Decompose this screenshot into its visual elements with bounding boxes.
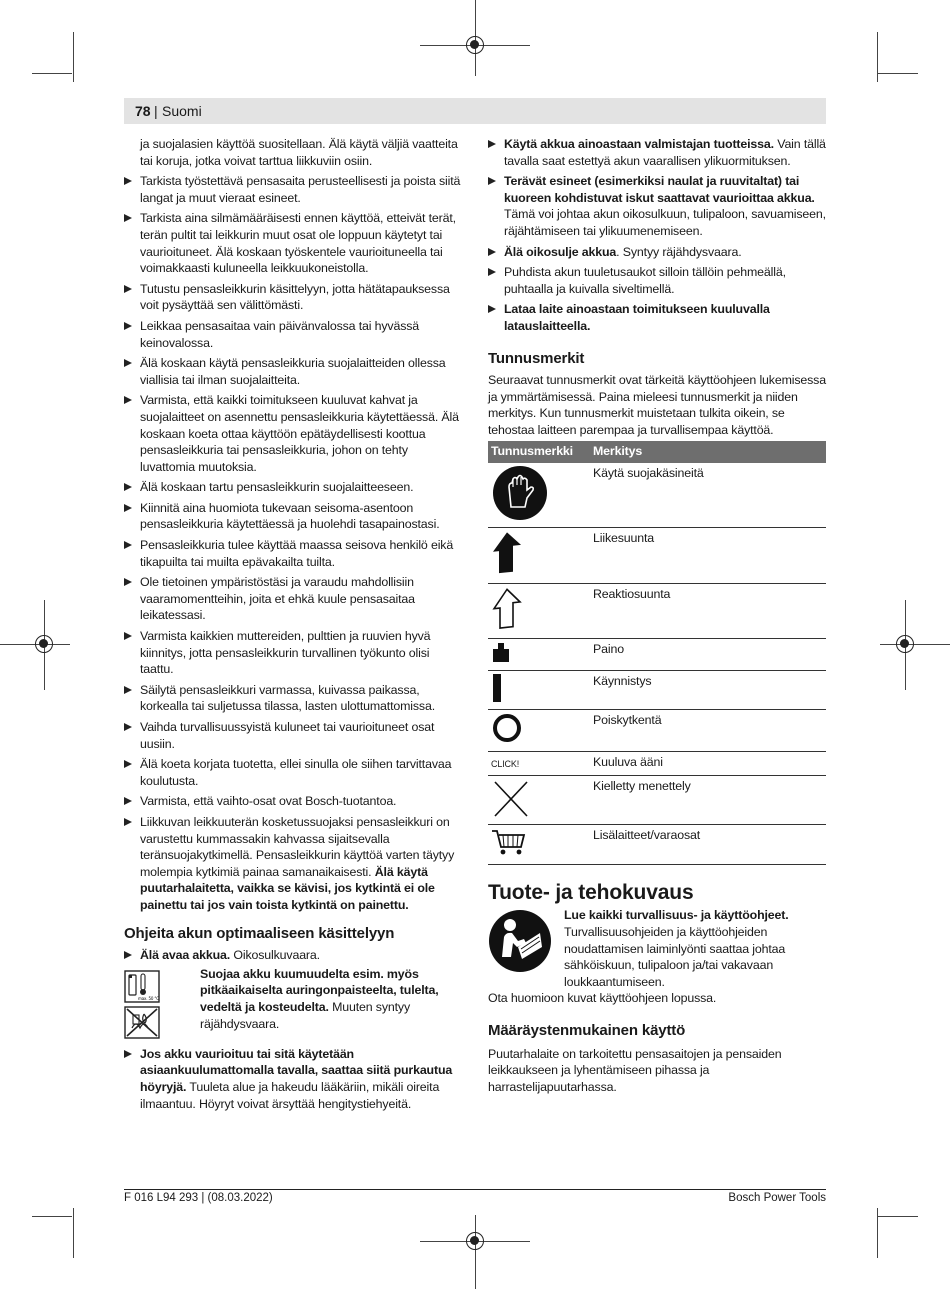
table-row bbox=[488, 583, 826, 639]
intended-use-heading: Määräystenmukainen käyttö bbox=[488, 1022, 686, 1039]
bullet-triangle-icon bbox=[124, 760, 132, 768]
table-row bbox=[488, 670, 826, 710]
bullet-triangle-icon bbox=[124, 578, 132, 586]
list-item bbox=[124, 318, 462, 351]
list-item bbox=[124, 1046, 462, 1112]
table-cell-meaning: Kuuluva ääni bbox=[590, 752, 826, 776]
weight-icon bbox=[491, 641, 511, 663]
list-item bbox=[124, 355, 462, 388]
table-cell-symbol bbox=[488, 463, 590, 528]
bullet-triangle-icon bbox=[488, 268, 496, 276]
product-block bbox=[488, 907, 826, 990]
list-item bbox=[124, 947, 462, 964]
table-row bbox=[488, 752, 826, 776]
bullet-triangle-icon bbox=[124, 541, 132, 549]
registration-line bbox=[475, 1215, 476, 1289]
footer-brand: Bosch Power Tools bbox=[728, 1192, 826, 1204]
movement-direction-arrow-icon bbox=[491, 530, 523, 576]
crop-mark bbox=[877, 32, 878, 82]
icon-block-normal: Muuten syntyy räjähdysvaara. bbox=[200, 999, 411, 1031]
battery-heading: Ohjeita akun optimaaliseen käsittelyyn bbox=[124, 924, 395, 942]
right-column bbox=[488, 136, 826, 1099]
bullet-bold-text: Terävät esineet (esimerkiksi naulat ja ruuvitaltat) tai kuoreen kohdistuvat iskut saattavat vaurioittaa akkua. bbox=[504, 174, 815, 205]
list-item bbox=[124, 281, 462, 314]
table-row bbox=[488, 825, 826, 865]
registration-mark-icon bbox=[466, 36, 484, 54]
table-cell-symbol bbox=[488, 528, 590, 584]
bullet-triangle-icon bbox=[124, 504, 132, 512]
list-item bbox=[488, 264, 826, 297]
intro-paragraph: ja suojalasien käyttöä suositellaan. Älä käytä väljiä vaatteita tai koruja, jotka voivat tarttua liikkuviin osiin. bbox=[140, 137, 458, 168]
bullet-triangle-icon bbox=[488, 305, 496, 313]
product-heading: Tuote- ja tehokuvaus bbox=[488, 880, 694, 904]
section-name: Suomi bbox=[162, 103, 202, 119]
page-header bbox=[124, 98, 826, 124]
page-number: 78 bbox=[135, 103, 151, 119]
bullet-triangle-icon bbox=[124, 214, 132, 222]
bullet-triangle-icon bbox=[124, 797, 132, 805]
list-item bbox=[124, 574, 462, 624]
bullet-bold-text: Älä oikosulje akkua bbox=[504, 244, 617, 259]
bullet-bold-text: Älä käytä puutarhalaitetta, vaikka se kävisi, jos kytkintä ei ole painettu tai jos vain toista kytkintä on painettu. bbox=[140, 864, 435, 912]
bullet-text: Tarkista työstettävä pensasaita perusteellisesti ja poista siitä langat ja muut vieraat esineet. bbox=[140, 174, 461, 205]
battery-icon-block bbox=[124, 968, 462, 1040]
bullet-text: Säilytä pensasleikkuri varmassa, kuivassa paikassa, korkealla tai suljetussa tilassa, lasten ulottumattomissa. bbox=[140, 682, 436, 714]
bullet-text: Vain tällä tavalla saat estettyä akun vaarallisen ylikuormituksen. bbox=[504, 137, 826, 168]
click-sound-icon: CLICK! bbox=[488, 752, 590, 776]
bullet-text: Älä koeta korjata tuotetta, ellei sinulla ole siihen tarvittavaa koulutusta. bbox=[140, 757, 452, 788]
list-item bbox=[124, 814, 462, 914]
bullet-text: Puhdista akun tuuletusaukot silloin tällöin pehmeällä, puhtaalla ja kuivalla siveltimellä. bbox=[504, 265, 786, 296]
table-cell-symbol bbox=[488, 825, 590, 865]
table-header-row bbox=[488, 441, 826, 463]
prohibited-cross-icon bbox=[491, 778, 531, 818]
table-cell-meaning: Reaktiosuunta bbox=[590, 583, 826, 639]
icon-block-bold: Suojaa akku kuumuudelta esim. myös pitkäaikaiselta auringonpaisteelta, tulelta, vedeltä ja kosteudelta. bbox=[200, 966, 439, 1014]
table-cell-symbol bbox=[488, 639, 590, 671]
power-off-icon bbox=[491, 712, 525, 744]
list-item bbox=[124, 500, 462, 533]
reaction-direction-arrow-icon bbox=[491, 586, 523, 632]
bullet-text: Tuuleta alue ja hakeudu lääkäriin, mikäli oireita ilmaantuu. Höyryt voivat ärsyttää hengitystiehyeitä. bbox=[140, 1079, 440, 1111]
list-item bbox=[124, 479, 462, 496]
shopping-cart-icon bbox=[491, 827, 527, 857]
bullet-text: Leikkaa pensasaitaa vain päivänvalossa tai hyvässä keinovalossa. bbox=[140, 318, 420, 350]
symbols-heading: Tunnusmerkit bbox=[488, 349, 585, 367]
list-item bbox=[488, 301, 826, 334]
symbols-table bbox=[488, 441, 826, 865]
icon-temperature-text: max. 50 °C bbox=[138, 995, 159, 1001]
table-cell-symbol bbox=[488, 583, 590, 639]
table-header-symbol: Tunnusmerkki bbox=[488, 441, 590, 463]
table-row bbox=[488, 710, 826, 752]
intended-use-text: Puutarhalaite on tarkoitettu pensasaitojen ja pensaiden leikkaukseen ja lyhentämiseen pihassa ja harrastelijapuutarhassa. bbox=[488, 1046, 782, 1094]
bullet-triangle-icon bbox=[124, 818, 132, 826]
list-item bbox=[124, 173, 462, 206]
table-cell-meaning: Kielletty menettely bbox=[590, 775, 826, 825]
list-item bbox=[124, 537, 462, 570]
bullet-triangle-icon bbox=[124, 396, 132, 404]
bullet-text: Tutustu pensasleikkurin käsittelyyn, jotta hätätapauksessa voit pysäyttää sen välittömästi. bbox=[140, 281, 450, 313]
icon-block-text bbox=[200, 966, 462, 1032]
bullet-text: Pensasleikkuria tulee käyttää maassa seisova henkilö eikä tikapuilta tai muilta epävakailta tuilta. bbox=[140, 538, 454, 569]
bullet-text: Älä koskaan käytä pensasleikkuria suojalaitteiden ollessa viallisia tai ilman suojalaitteita. bbox=[140, 356, 446, 387]
bullet-triangle-icon bbox=[124, 632, 132, 640]
bullet-triangle-icon bbox=[488, 177, 496, 185]
bullet-text: . Syntyy räjähdysvaara. bbox=[616, 244, 742, 259]
bullet-triangle-icon bbox=[124, 177, 132, 185]
list-item bbox=[124, 793, 462, 810]
bullet-text: Ole tietoinen ympäristöstäsi ja varaudu mahdollisiin vaaramomentteihin, joita et ehkä kuule pensasaitaa leikatessasi. bbox=[140, 575, 415, 623]
product-note: Ota huomioon kuvat käyttöohjeen lopussa. bbox=[488, 991, 717, 1006]
product-normal: Turvallisuusohjeiden ja käyttöohjeiden noudattamisen laiminlyönti saattaa johtaa sähköiskuun, tulipaloon ja/tai vakavaan loukkaantumiseen. bbox=[564, 925, 786, 989]
list-item bbox=[124, 210, 462, 276]
power-on-icon bbox=[491, 673, 503, 703]
bullet-bold-text: Jos akku vaurioituu tai sitä käytetään asiaankuulumattomalla tavalla, saattaa siitä purkautua höyryjä. bbox=[140, 1046, 453, 1094]
bullet-text: Tarkista aina silmämääräisesti ennen käyttöä, etteivät terät, terän pultit tai leikkurin muut osat ole loppuun käytetyt tai vaurioituneet. Älä koskaan työskentele vaurioituneella tai voimakkaasti kuluneella leikkuukoneistolla. bbox=[140, 211, 456, 276]
safety-bullet-list bbox=[124, 173, 462, 810]
registration-line bbox=[880, 644, 950, 645]
crop-mark bbox=[73, 32, 74, 82]
table-row bbox=[488, 528, 826, 584]
bullet-triangle-icon bbox=[124, 951, 132, 959]
bullet-triangle-icon bbox=[124, 723, 132, 731]
crop-mark bbox=[878, 1216, 918, 1217]
bullet-text: Liikkuvan leikkuuterän kosketussuojaksi pensasleikkuri on varustettu kummassakin kahvassa sijaitsevalla teränsuojakytkimellä. Pensasleikkurin käyttöä varten täytyy molempia kytkimiä painaa samanaikaisesti. bbox=[140, 814, 455, 879]
symbols-intro: Seuraavat tunnusmerkit ovat tärkeitä käyttöohjeen lukemisessa ja ymmärtämisessä. Paina mieleesi tunnusmerkit ja niiden merkitys. Kun tunnusmerkit muistetaan tulkita oikein, se tehostaa laitteen parempaa ja turvallisempaa käyttöä. bbox=[488, 373, 826, 437]
left-column bbox=[124, 136, 462, 1116]
bullet-triangle-icon bbox=[124, 322, 132, 330]
crop-mark bbox=[32, 1216, 72, 1217]
gloves-icon bbox=[491, 465, 549, 521]
list-item bbox=[124, 719, 462, 752]
table-cell-symbol bbox=[488, 775, 590, 825]
table-cell-symbol bbox=[488, 670, 590, 710]
bullet-text: Tämä voi johtaa akun oikosulkuun, tulipaloon, savuamiseen, räjähtämiseen tai ylikuumenemiseen. bbox=[504, 207, 826, 238]
bullet-bold-text: Käytä akkua ainoastaan valmistajan tuotteissa. bbox=[504, 137, 774, 151]
bullet-triangle-icon bbox=[124, 686, 132, 694]
footer-rule bbox=[124, 1189, 826, 1190]
registration-mark-icon bbox=[896, 635, 914, 653]
list-item bbox=[124, 628, 462, 678]
crop-mark bbox=[878, 73, 918, 74]
list-item bbox=[488, 136, 826, 169]
table-cell-meaning: Poiskytkentä bbox=[590, 710, 826, 752]
list-item bbox=[488, 173, 826, 239]
bullet-triangle-icon bbox=[124, 359, 132, 367]
footer-doc-id: F 016 L94 293 | (08.03.2022) bbox=[124, 1192, 273, 1204]
registration-mark-icon bbox=[35, 635, 53, 653]
table-cell-meaning: Käytä suojakäsineitä bbox=[590, 463, 826, 528]
temperature-limit-icon bbox=[124, 970, 160, 1003]
table-cell-meaning: Käynnistys bbox=[590, 670, 826, 710]
read-manual-icon bbox=[488, 909, 552, 973]
product-bold: Lue kaikki turvallisuus- ja käyttöohjeet. bbox=[564, 908, 789, 923]
bullet-text: Vaihda turvallisuussyistä kuluneet tai vaurioituneet osat uusiin. bbox=[140, 720, 435, 751]
table-cell-meaning: Lisälaitteet/varaosat bbox=[590, 825, 826, 865]
bullet-text: Oikosulkuvaara. bbox=[230, 948, 320, 963]
list-item bbox=[124, 756, 462, 789]
bullet-triangle-icon bbox=[124, 1050, 132, 1058]
bullet-triangle-icon bbox=[124, 483, 132, 491]
no-water-fire-icon bbox=[124, 1006, 160, 1039]
header-separator: | bbox=[154, 103, 158, 119]
bullet-text: Älä koskaan tartu pensasleikkurin suojalaitteeseen. bbox=[140, 480, 414, 495]
bullet-text: Varmista kaikkien muttereiden, pulttien ja ruuvien hyvä kiinnitys, jotta pensasleikkurin turvallinen työkunto olisi taattu. bbox=[140, 629, 431, 677]
bullet-triangle-icon bbox=[488, 140, 496, 148]
bullet-triangle-icon bbox=[488, 248, 496, 256]
bullet-triangle-icon bbox=[124, 285, 132, 293]
bullet-text: Varmista, että kaikki toimitukseen kuuluvat kahvat ja suojalaitteet on asennettu pensasleikkuria käytettäessä. Älä koskaan koeta ottaa käyttöön epätäydellisesti koottua pensasleikkuria tai pensasleikkuria, johon on tehty luvattomia muutoksia. bbox=[140, 393, 459, 474]
table-row bbox=[488, 775, 826, 825]
bullet-bold-text: Älä avaa akkua. bbox=[140, 948, 231, 963]
table-cell-meaning: Paino bbox=[590, 639, 826, 671]
table-header-meaning: Merkitys bbox=[590, 441, 826, 463]
registration-mark-icon bbox=[466, 1232, 484, 1250]
table-row bbox=[488, 463, 826, 528]
list-item bbox=[124, 392, 462, 475]
bullet-text: Kiinnitä aina huomiota tukevaan seisoma-asentoon pensasleikkuria käytettäessä ja huolehdi tasapainostasi. bbox=[140, 500, 440, 532]
list-item bbox=[488, 244, 826, 261]
table-row bbox=[488, 639, 826, 671]
crop-mark bbox=[32, 73, 72, 74]
crop-mark bbox=[73, 1208, 74, 1258]
bullet-bold-text: Lataa laite ainoastaan toimitukseen kuuluvalla latauslaitteella. bbox=[504, 302, 770, 333]
table-cell-meaning: Liikesuunta bbox=[590, 528, 826, 584]
bullet-text: Varmista, että vaihto-osat ovat Bosch-tuotantoa. bbox=[140, 794, 397, 809]
table-cell-symbol bbox=[488, 710, 590, 752]
list-item bbox=[124, 682, 462, 715]
